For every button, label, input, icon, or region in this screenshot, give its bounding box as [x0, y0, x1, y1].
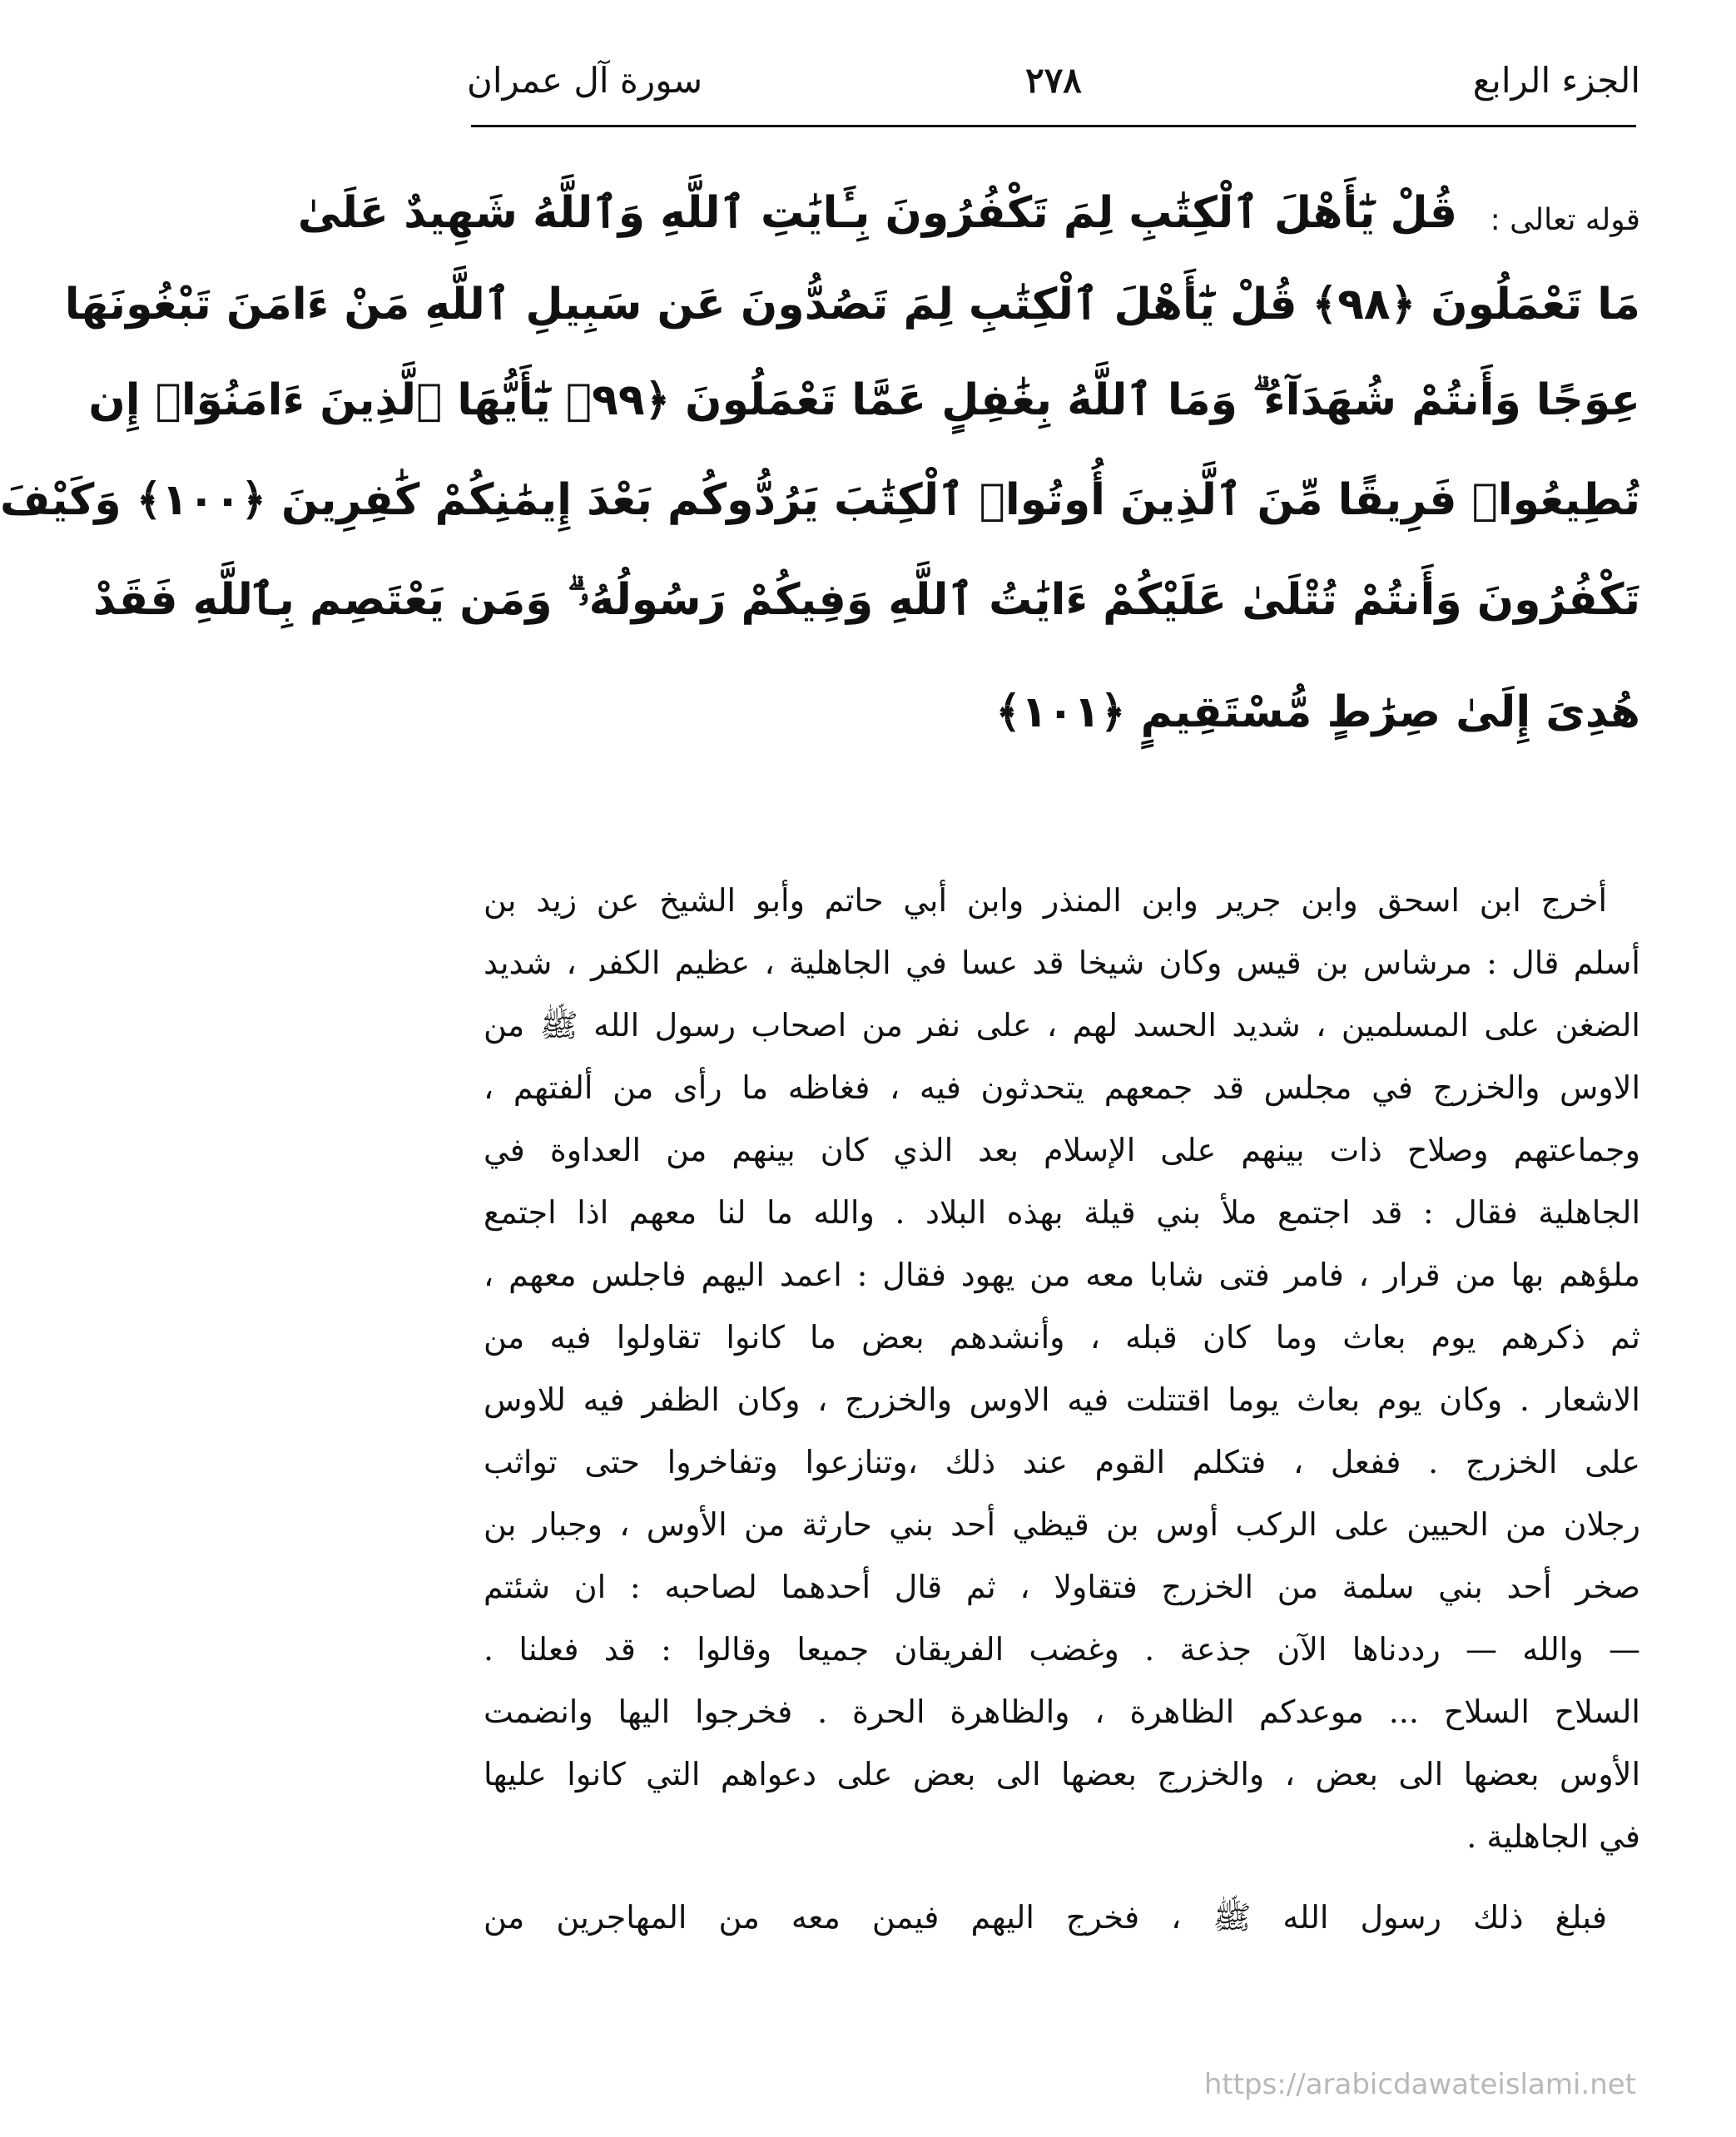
- text-line: وجماعتهم وصلاح ذات بينهم على الإسلام بعد الذي كان بينهم من العداوة في: [484, 1132, 1640, 1168]
- verse-line: مَا تَعْمَلُونَ ﴿٩٨﴾ قُلْ يَٰٓأَهْلَ ٱلْكِتَٰبِ لِمَ تَصُدُّونَ عَن سَبِيلِ ٱللَّهِ مَنْ ءَامَنَ تَبْغُونَهَا: [64, 280, 1640, 330]
- quran-verses-block: [0, 175, 1640, 816]
- text-line: — والله — رددناها الآن جذعة . وغضب الفريقان جميعا وقالوا : قد فعلنا .: [484, 1631, 1640, 1668]
- text-line: الأوس بعضها الى بعض ، والخزرج بعضها الى بعض على دعواهم التي كانوا عليها: [484, 1756, 1640, 1792]
- text-line: الاشعار . وكان يوم بعاث يوما اقتتلت فيه الاوس والخزرج ، وكان الظفر فيه للاوس: [484, 1381, 1640, 1418]
- verse-line: قُلْ يَٰٓأَهْلَ ٱلْكِتَٰبِ لِمَ تَكْفُرُونَ بِـَٔايَٰتِ ٱللَّهِ وَٱللَّهُ شَهِيدٌ عَلَىٰ: [297, 188, 1457, 238]
- verse-line: تَكْفُرُونَ وَأَنتُمْ تُتْلَىٰ عَلَيْكُمْ ءَايَٰتُ ٱللَّهِ وَفِيكُمْ رَسُولُهُۥ ۗ وَمَن يَعْتَصِم بِٱللَّهِ فَقَدْ: [93, 575, 1640, 625]
- page-number: ٢٧٨: [1025, 60, 1082, 101]
- text-line: الضغن على المسلمين ، شديد الحسد لهم ، على نفر من اصحاب رسول الله ﷺ من: [484, 1007, 1640, 1044]
- text-line: السلاح السلاح ... موعدكم الظاهرة ، والظاهرة الحرة . فخرجوا اليها وانضمت: [484, 1693, 1640, 1730]
- verse-line: تُطِيعُوا۟ فَرِيقًا مِّنَ ٱلَّذِينَ أُوتُوا۟ ٱلْكِتَٰبَ يَرُدُّوكُم بَعْدَ إِيمَٰنِكُمْ كَٰفِرِينَ ﴿١٠٠﴾ وَكَيْفَ: [0, 475, 1640, 525]
- text-line: في الجاهلية .: [1466, 1818, 1640, 1855]
- text-line: أسلم قال : مرشاس بن قيس وكان شيخا قد عسا في الجاهلية ، عظيم الكفر ، شديد: [484, 945, 1640, 981]
- surah-title: سورة آل عمران: [467, 60, 703, 101]
- text-line: الاوس والخزرج في مجلس قد جمعهم يتحدثون فيه ، فغاظه ما رأى من ألفتهم ،: [484, 1069, 1640, 1106]
- text-line: على الخزرج . ففعل ، فتكلم القوم عند ذلك ،وتنازعوا وتفاخروا حتى تواثب: [484, 1444, 1640, 1480]
- paragraph-gap: [484, 1868, 1640, 1887]
- verse-intro-label: قوله تعالى :: [1490, 203, 1640, 237]
- juz-title: الجزء الرابع: [1472, 60, 1640, 101]
- commentary-text: [484, 870, 1640, 1949]
- header-divider: [471, 125, 1636, 127]
- text-line: ملؤهم بها من قرار ، فامر فتى شابا معه من يهود فقال : اعمد اليهم فاجلس معهم ،: [484, 1257, 1640, 1293]
- page-header: [467, 46, 1640, 112]
- text-line: رجلان من الحيين على الركب أوس بن قيظي أحد بني حارثة من الأوس ، وجبار بن: [484, 1506, 1640, 1543]
- text-line: الجاهلية فقال : قد اجتمع ملأ بني قيلة بهذه البلاد . والله ما لنا معهم اذا اجتمع: [484, 1194, 1640, 1231]
- text-line: أخرج ابن اسحق وابن جرير وابن المنذر وابن أبي حاتم وأبو الشيخ عن زيد بن: [484, 882, 1607, 919]
- text-line: فبلغ ذلك رسول الله ﷺ ، فخرج اليهم فيمن معه من المهاجرين من: [484, 1899, 1607, 1936]
- text-line: ثم ذكرهم يوم بعاث وما كان قبله ، وأنشدهم بعض ما كانوا تقاولوا فيه من: [484, 1319, 1640, 1356]
- text-line: صخر أحد بني سلمة من الخزرج فتقاولا ، ثم قال أحدهما لصاحبه : ان شئتم: [484, 1569, 1640, 1605]
- verse-line: عِوَجًا وَأَنتُمْ شُهَدَآءُ ۗ وَمَا ٱللَّهُ بِغَٰفِلٍ عَمَّا تَعْمَلُونَ ﴿٩٩﴾ يَٰٓأَيُّهَا ٱلَّذِينَ ءَامَنُوٓا۟ إِن: [88, 375, 1640, 425]
- watermark-url: https://arabicdawateislami.net: [1203, 2068, 1636, 2101]
- verse-line: هُدِىَ إِلَىٰ صِرَٰطٍ مُّسْتَقِيمٍ ﴿١٠١﴾: [995, 687, 1640, 737]
